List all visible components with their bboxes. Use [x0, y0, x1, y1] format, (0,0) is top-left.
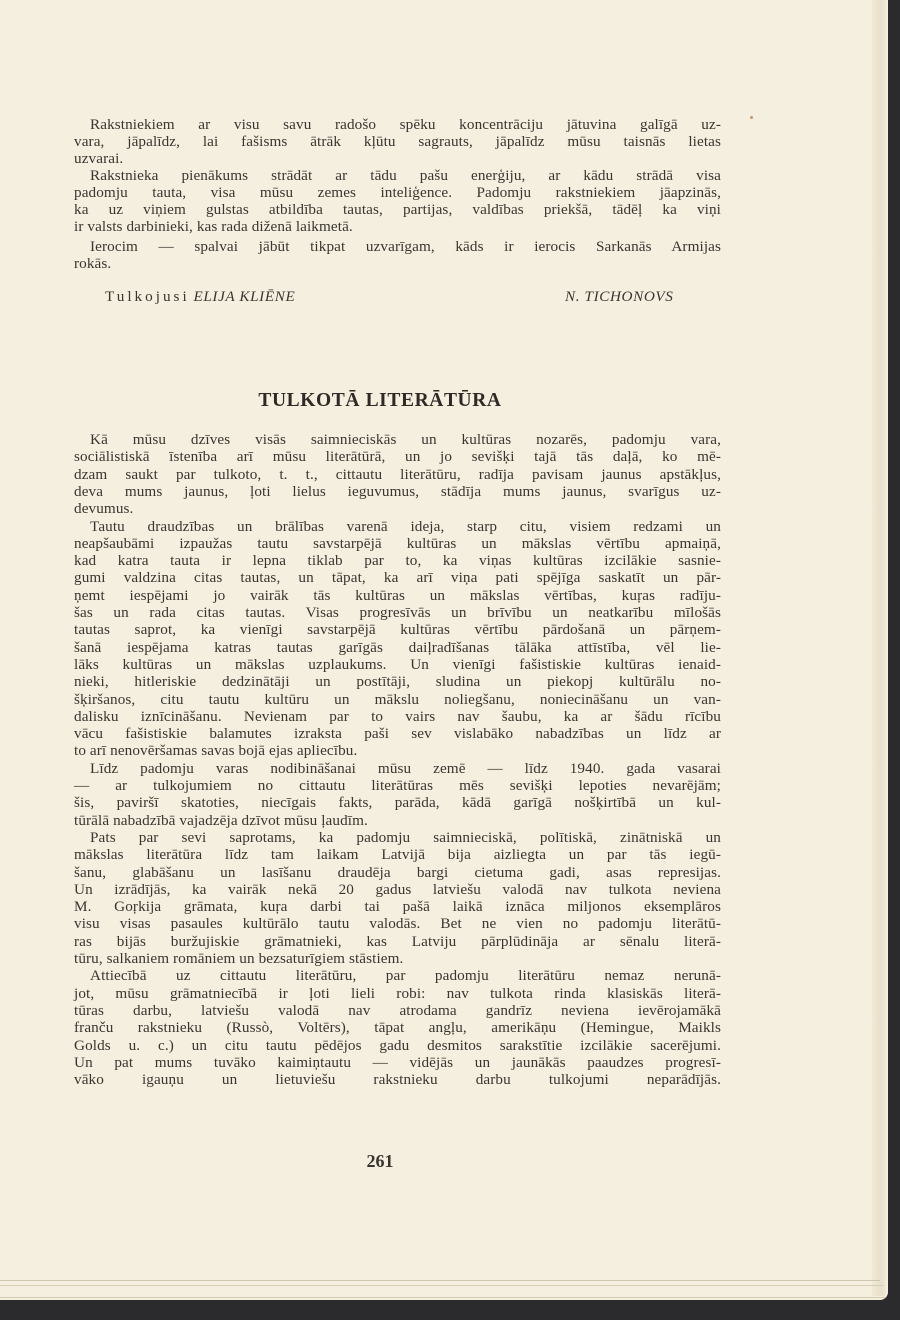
- text-line: lāks kultūras un mākslas uzplaukums. Un vienīgi fašistiskie kultūras ienaid-: [74, 656, 721, 673]
- text-line: mākslas literātūra līdz tam laikam Latvijā bija aizliegta un par tās iegū-: [74, 846, 721, 863]
- text-line: Līdz padomju varas nodibināšanai mūsu zemē — līdz 1940. gada vasarai: [90, 760, 721, 777]
- text-line: uzvarai.: [74, 150, 124, 167]
- text-line: Rakstnieka pienākums strādāt ar tādu pašu enerģiju, ar kādu strādā visa: [90, 167, 721, 184]
- page-edge-bottom: [0, 1297, 886, 1298]
- text-line: M. Goŗkija grāmata, kuŗa darbi tai pašā laikā iznāca miljonos eksemplāros: [74, 898, 721, 915]
- text-line: tūru, salkaniem romāniem un bezsaturīgiem stāstiem.: [74, 950, 404, 967]
- text-line: deva mums jaunus, ļoti lielus ieguvumus, stādīja mums jaunus, svarīgus uz-: [74, 483, 721, 500]
- translator-credit: [105, 288, 295, 306]
- text-line: šanu, glabāšanu un lasīšanu draudēja bargi cietuma gadi, asas represijas.: [74, 864, 721, 881]
- text-line: Tautu draudzības un brālības varenā ideja, starp citu, visiem redzami un: [90, 518, 721, 535]
- text-line: ka uz viņiem gulstas atbildība tautas, partijas, valdības priekšā, tādēļ ka viņi: [74, 201, 721, 218]
- text-line: nieki, hitleriskie dedzinātāji un postītāji, sludina un piekopj kultūrālu no-: [74, 673, 721, 690]
- translator-label: Tulkojusi: [105, 288, 190, 305]
- text-line: vāko igauņu un lietuviešu rakstnieku darbu tulkojumi neparādījās.: [74, 1071, 721, 1088]
- text-line: rokās.: [74, 255, 112, 272]
- text-line: to arī nenovēršamas savas bojā ejas apliecību.: [74, 742, 358, 759]
- text-line: neapšaubāmi izpaužas tautu savstarpējā kultūras un mākslas vērtību apmaiņā,: [74, 535, 721, 552]
- text-line: ras bijās buržujiskie grāmatnieki, kas Latviju pārplūdināja ar sēnalu literā-: [74, 933, 721, 950]
- text-line: Attiecībā uz cittautu literātūru, par padomju literātūru nemaz nerunā-: [90, 967, 721, 984]
- text-line: tautas saprot, ka vienīgi savstarpējā kultūras vērtību pārdošanā un pārņem-: [74, 621, 721, 638]
- text-line: Un pat mums tuvāko kaimiņtautu — vidējās un jaunākās paaudzes progresī-: [74, 1054, 721, 1071]
- text-line: Un izrādījās, ka vairāk nekā 20 gadus latviešu valodā nav tulkota neviena: [74, 881, 721, 898]
- text-line: Kā mūsu dzīves visās saimnieciskās un kultūras nozarēs, padomju vara,: [90, 431, 721, 448]
- text-line: Ierocim — spalvai jābūt tikpat uzvarīgam, kāds ir ierocis Sarkanās Armijas: [90, 238, 721, 255]
- text-line: franču rakstnieku (Russò, Voltērs), tāpat angļu, amerikāņu (Hemingue, Maikls: [74, 1019, 721, 1036]
- text-line: šis, paviršī skatoties, niecīgais fakts, parāda, kādā garīgā nošķirtībā un kul-: [74, 794, 721, 811]
- text-line: ņemt iespējami jo vairāk tās kultūras un mākslas vērtības, kuŗas radīju-: [74, 587, 721, 604]
- text-line: jot, mūsu grāmatniecībā ir ļoti lieli robi: nav tulkota rinda klasiskās literā-: [74, 985, 721, 1002]
- article-title: TULKOTĀ LITERĀTŪRA: [258, 390, 502, 411]
- text-line: gumi valdzina citas tautas, un tāpat, ka arī viņa pati spējīga saskatīt un pār-: [74, 569, 721, 586]
- text-line: sociālistiskā īstenība arī mūsu literātūrā, un jo sevišķi tajā tās daļā, ko mē-: [74, 448, 721, 465]
- text-line: Rakstniekiem ar visu savu radošo spēku koncentrāciju jātuvina galīgā uz-: [90, 116, 721, 133]
- text-line: padomju tauta, visa mūsu zemes inteliģence. Padomju rakstniekiem jāapzinās,: [74, 184, 721, 201]
- text-line: — ar tulkojumiem no cittautu literātūras mēs sevišķi lepoties nevarējām;: [74, 777, 721, 794]
- page-edge-right: [872, 0, 886, 1296]
- text-line: tūras darbu, latviešu valodā nav atrodama gandrīz neviena ievērojamākā: [74, 1002, 721, 1019]
- text-line: devumus.: [74, 500, 134, 517]
- translator-name: ELIJA KLIĒNE: [193, 288, 296, 305]
- author-signature: N. TICHONOVS: [565, 288, 674, 305]
- page-edge-bottom: [0, 1280, 880, 1281]
- text-line: vara, jāpalīdz, lai fašisms ātrāk kļūtu sagrauts, jāpalīdz mūsu taisnās lietas: [74, 133, 721, 150]
- text-line: dzam saukt par tulkoto, t. t., cittautu literātūru, radīja pavisam jaunus apstākļus,: [74, 466, 721, 483]
- text-line: Pats par sevi saprotams, ka padomju saimnieciskā, polītiskā, zinātniskā un: [90, 829, 721, 846]
- text-line: šas un rada citas tautas. Visas progresīvās un brīvību un neatkarību mīlošās: [74, 604, 721, 621]
- text-line: tūrālā nabadzībā vajadzēja dzīvot mūsu ļaudīm.: [74, 812, 368, 829]
- text-line: šanā iespējama katras tautas garīgās daiļradīšanas tālāka attīstība, vēl lie-: [74, 639, 721, 656]
- page-edge-bottom: [0, 1285, 884, 1286]
- text-line: Golds u. c.) un citu tautu pēdējos gadu desmitos sarakstītie izcilākie sacerējumi.: [74, 1037, 721, 1054]
- text-line: šķiršanos, citu tautu kultūru un mākslu noliegšanu, noniecināšanu un van-: [74, 691, 721, 708]
- text-line: vācu fašistiskie balamutes izraksta paši sev vislabāko nabadzības un līdz ar: [74, 725, 721, 742]
- page-number: 261: [366, 1151, 394, 1171]
- text-line: dalisku iznīcināšanu. Nevienam par to vairs nav šaubu, ka ar šādu rīcību: [74, 708, 721, 725]
- paper-speck: [750, 116, 753, 119]
- text-line: ir valsts darbinieki, kas rada diženā laikmetā.: [74, 218, 353, 235]
- text-line: visu visas pasaules kultūrālo tautu valodās. Bet ne vien no padomju literātū-: [74, 915, 721, 932]
- text-line: kad katra tauta ir lepna tiklab par to, ka viņas kultūras izcilākie sasnie-: [74, 552, 721, 569]
